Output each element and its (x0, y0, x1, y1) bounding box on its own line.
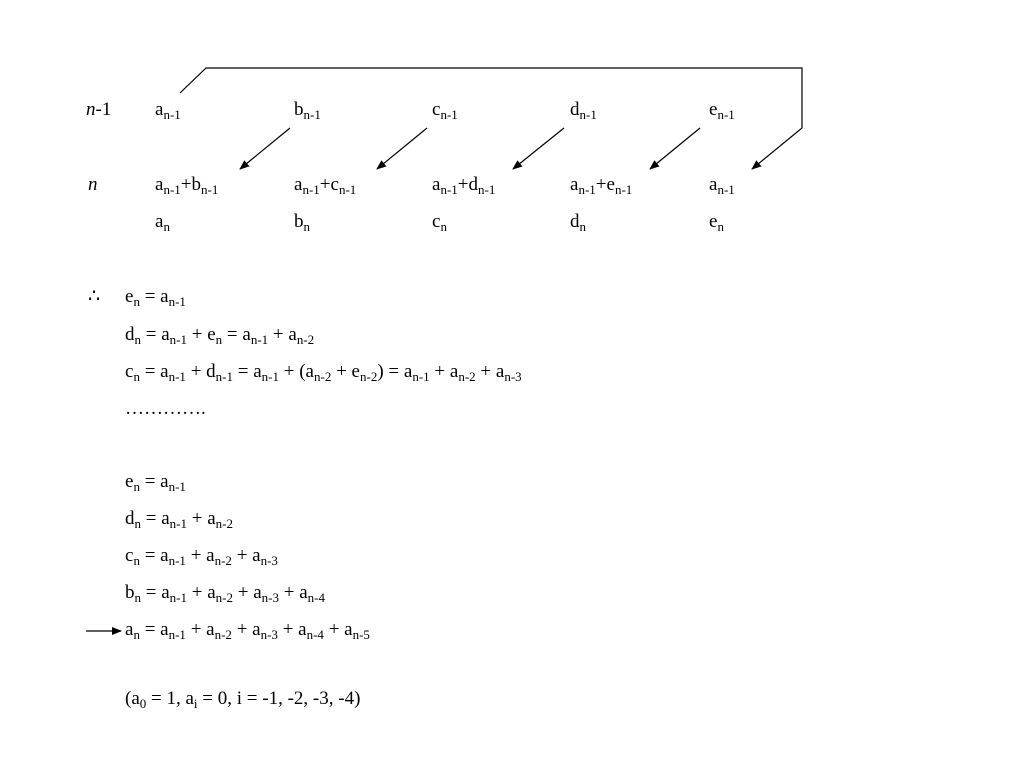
term-subscript: n-5 (352, 627, 370, 642)
term-text: + e (187, 324, 216, 345)
term-text: ) = a (377, 361, 413, 382)
term-text: a (125, 619, 134, 640)
term-text: = a (139, 471, 169, 492)
arrow-c-to-b (377, 128, 427, 169)
derivation-line (125, 361, 522, 383)
term-text: = a (139, 361, 169, 382)
term-subscript: n (133, 553, 140, 568)
term-subscript: n-1 (168, 627, 186, 642)
summary-line (125, 471, 186, 493)
bottom-cell-e: $e_n$ (709, 211, 724, 234)
bottom-cell-b: $b_n$ (294, 211, 310, 234)
term-subscript: n (133, 627, 140, 642)
term-text: = a (139, 286, 169, 307)
term-text: + a (187, 582, 216, 603)
term-subscript: n (134, 590, 141, 605)
term-text: c (125, 361, 134, 382)
term-text: = a (141, 508, 170, 529)
term-subscript: n-1 (169, 332, 187, 347)
term-text: + a (429, 361, 459, 382)
term-text: + a (231, 619, 261, 640)
middle-cell-a: $a_{n-1}+b_{n-1}$ (155, 174, 219, 197)
term-subscript: n-1 (250, 332, 269, 347)
summary-line (125, 582, 325, 604)
term-subscript: n-3 (261, 590, 279, 605)
term-text: + a (279, 582, 308, 603)
arrow-d-to-c (513, 128, 564, 169)
term-text: + a (277, 619, 307, 640)
term-subscript: n-1 (412, 369, 430, 384)
term-subscript: n-1 (261, 369, 279, 384)
term-subscript: n (133, 369, 140, 384)
term-text: + a (185, 619, 215, 640)
derivation-line (125, 286, 186, 308)
term-text: + e (331, 361, 360, 382)
arrow-b-to-a (240, 128, 290, 169)
term-text: e (125, 471, 134, 492)
term-text: + a (323, 619, 353, 640)
term-subscript: n-3 (260, 553, 278, 568)
term-text: + a (185, 545, 215, 566)
term-subscript: n-1 (168, 553, 186, 568)
term-subscript: n-2 (313, 369, 332, 384)
summary-line (125, 508, 233, 530)
term-subscript: n-3 (504, 369, 522, 384)
term-subscript: n-2 (214, 553, 232, 568)
term-text: = a (139, 619, 169, 640)
term-subscript: n-2 (215, 516, 233, 531)
term-text: …………. (125, 398, 206, 419)
term-text: d (125, 324, 135, 345)
term-subscript: n-2 (215, 590, 233, 605)
term-subscript: n (133, 479, 140, 494)
arrow-e-to-d (650, 128, 700, 169)
term-text: d (125, 508, 135, 529)
initial-conditions (125, 688, 360, 710)
term-text: = 0, i = -1, -2, -3, -4) (197, 688, 361, 709)
term-text: + (a (279, 361, 314, 382)
term-text: = a (139, 545, 169, 566)
term-subscript: n-2 (296, 332, 315, 347)
middle-cell-c: $a_{n-1}+d_{n-1}$ (432, 174, 496, 197)
term-text: (a (125, 688, 140, 709)
term-text: = a (141, 324, 170, 345)
derivation-line (125, 398, 206, 420)
term-text: = a (233, 361, 262, 382)
term-subscript: n-4 (306, 627, 324, 642)
term-subscript: n-1 (168, 294, 186, 309)
row-label-curr: n (88, 174, 98, 195)
top-cell-a: $a_{n-1}$ (155, 99, 181, 122)
term-text: c (125, 545, 134, 566)
middle-cell-d: $a_{n-1}+e_{n-1}$ (570, 174, 633, 197)
summary-line (125, 545, 278, 567)
term-text: b (125, 582, 135, 603)
term-subscript: n (134, 516, 141, 531)
therefore-symbol: ∴ (88, 286, 101, 307)
term-subscript: n (215, 332, 223, 347)
term-subscript: n-1 (169, 516, 187, 531)
row-label-prev: n-1 (86, 99, 112, 120)
term-subscript: n (133, 294, 140, 309)
middle-cell-e: $a_{n-1}$ (709, 174, 735, 197)
term-text: = a (222, 324, 251, 345)
term-subscript: n (134, 332, 141, 347)
term-text: + a (231, 545, 261, 566)
middle-cell-b: $a_{n-1}+c_{n-1}$ (294, 174, 357, 197)
bottom-cell-d: $d_n$ (570, 211, 586, 234)
term-text: + a (187, 508, 216, 529)
summary-line (125, 619, 370, 641)
term-text: = a (141, 582, 170, 603)
term-text: + a (268, 324, 297, 345)
term-subscript: n-1 (168, 369, 186, 384)
term-text: + a (475, 361, 505, 382)
bottom-cell-c: $c_n$ (432, 211, 447, 234)
top-cell-b: $b_{n-1}$ (294, 99, 321, 122)
term-subscript: n-4 (307, 590, 325, 605)
term-subscript: n-1 (168, 479, 186, 494)
term-subscript: i (193, 696, 198, 711)
top-cell-d: $d_{n-1}$ (570, 99, 597, 122)
term-text: + d (185, 361, 216, 382)
term-text: = 1, a (146, 688, 194, 709)
term-subscript: n-2 (458, 369, 476, 384)
term-subscript: n-2 (359, 369, 378, 384)
term-subscript: 0 (139, 696, 147, 711)
bottom-cell-a: $a_n$ (155, 211, 170, 234)
term-subscript: n-1 (169, 590, 187, 605)
term-text: e (125, 286, 134, 307)
term-subscript: n-1 (215, 369, 233, 384)
derivation-line (125, 324, 314, 346)
top-cell-c: $c_{n-1}$ (432, 99, 458, 122)
term-text: + a (233, 582, 262, 603)
term-subscript: n-2 (214, 627, 232, 642)
term-subscript: n-3 (260, 627, 278, 642)
top-cell-e: $e_{n-1}$ (709, 99, 735, 122)
